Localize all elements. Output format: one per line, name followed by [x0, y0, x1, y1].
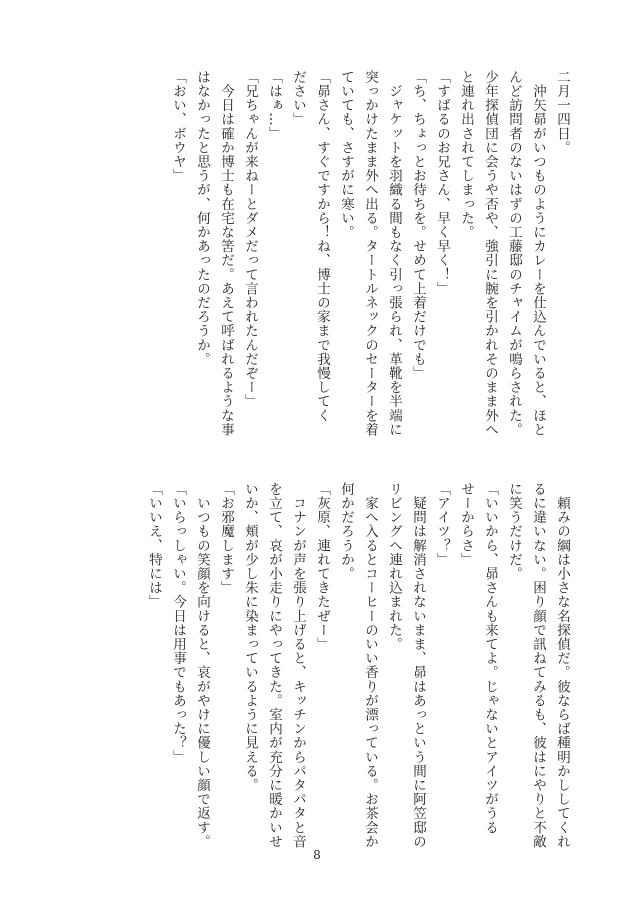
text-line: ていても、さすがに寒い。 — [338, 70, 354, 240]
text-line: を立て、哀が小走りにやってきた。室内が充分に暖かいせ — [266, 482, 282, 849]
text-line: 家へ入るとコーヒーのいい香りが漂っている。お茶会か — [362, 482, 378, 849]
text-line: コナンが声を張り上げると、キッチンからパタパタと音 — [290, 482, 306, 849]
text-line: 「はぁ…」 — [266, 70, 282, 141]
text-line: 「おい、ボウヤ」 — [170, 70, 186, 183]
text-line: リビングへ連れ込まれた。 — [386, 482, 402, 652]
text-line: 頼みの綱は小さな名探偵だ。彼ならば種明かししてくれ — [554, 482, 570, 849]
text-line: と連れ出されてしまった。 — [458, 70, 474, 240]
text-line: 「灰原、連れてきたぜー」 — [314, 482, 330, 652]
text-line: 沖矢昴がいつものようにカレーを仕込んでいると、ほと — [530, 70, 546, 437]
text-line: 「ち、ちょっとお待ちを。せめて上着だけでも」 — [410, 70, 426, 381]
text-line: 「いいえ、特には」 — [146, 482, 162, 609]
text-line: はなかったと思うが、何かあったのだろうか。 — [194, 70, 210, 367]
text-line: んど訪問者のないはずの工藤邸のチャイムが鳴らされた。 — [506, 70, 522, 437]
text-line: ださい」 — [290, 70, 306, 127]
text-line: 何かだろうか。 — [338, 482, 354, 581]
text-line: 今日は確か博士も在宅な筈だ。あえて呼ばれるような事 — [218, 70, 234, 437]
text-line: 疑問は解消されないまま、昴はあっという間に阿笠邸の — [410, 482, 426, 849]
text-line: せーからさ」 — [458, 482, 474, 567]
text-line: に笑うだけだ。 — [506, 482, 522, 581]
text-line: 突っかけたまま外へ出る。タートルネックのセーターを着 — [362, 70, 378, 437]
text-line: 「すばるのお兄さん、早く早く！」 — [434, 70, 450, 296]
text-line: 「アイツ？」 — [434, 482, 450, 567]
text-line: 「いらっしゃい。今日は用事でもあった？」 — [170, 482, 186, 764]
text-line: 「昴さん、すぐですから！ね、博士の家まで我慢してく — [314, 70, 330, 423]
text-line: いつもの笑顔を向けると、哀がやけに優しい顔で返す。 — [194, 482, 210, 849]
text-line: 「兄ちゃんが来ねーとダメだって言われたんだぞー」 — [242, 70, 258, 409]
page-number: 8 — [313, 848, 321, 862]
text-block-bottom — [142, 482, 574, 852]
text-line: 「お邪魔します」 — [218, 482, 234, 595]
text-line: いか、頬が少し朱に染まっているように見える。 — [242, 482, 258, 793]
text-line: ジャケットを羽織る間もなく引っ張られ、革靴を半端に — [386, 70, 402, 437]
text-line: 二月一四日。 — [554, 70, 570, 155]
text-line: 「いいから、昴さんも来てよ。じゃないとアイツがうる — [482, 482, 498, 835]
text-line: 少年探偵団に会うや否や、強引に腕を引かれそのまま外へ — [482, 70, 498, 437]
text-line: るに違いない。困り顔で訊ねてみるも、彼はにやりと不敵 — [530, 482, 546, 849]
text-block-top — [166, 70, 574, 440]
